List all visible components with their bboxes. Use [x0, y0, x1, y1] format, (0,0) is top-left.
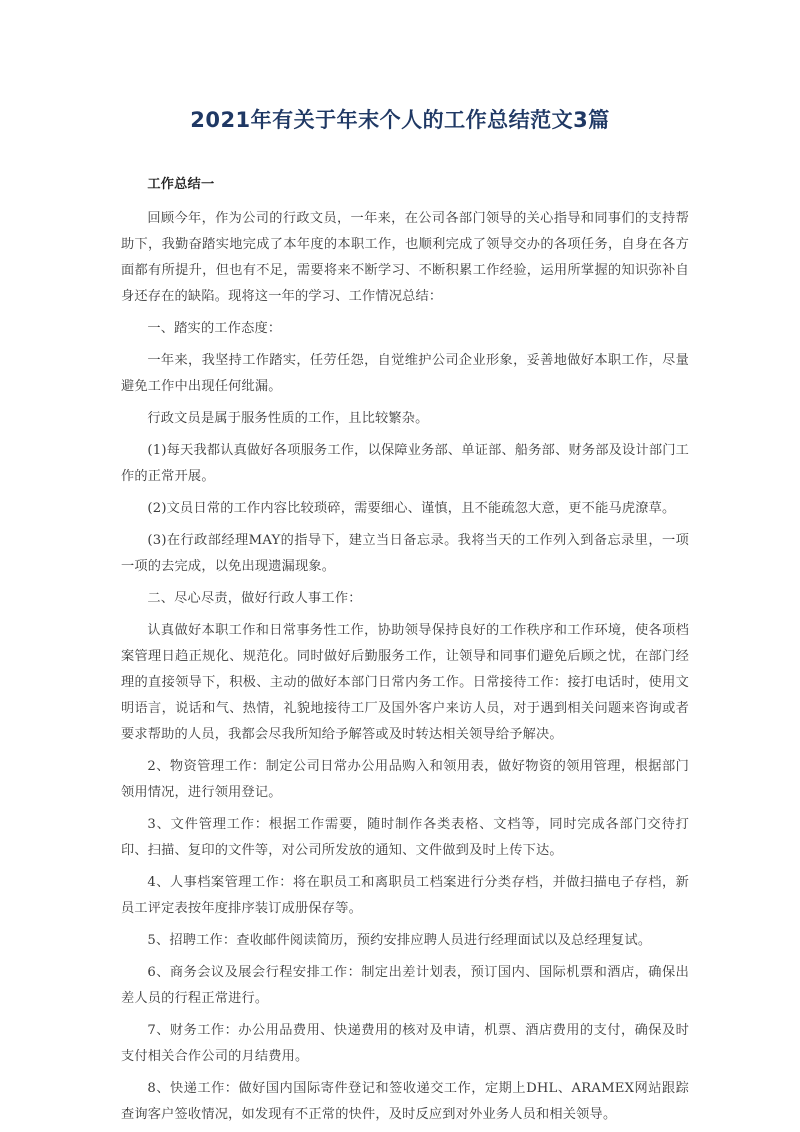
paragraph-list-8: 8、快递工作：做好国内国际寄件登记和签收递交工作，定期上DHL、ARAMEX网站跟踪查询客户签收情况，如发现有不正常的快件，及时反应到对外业务人员和相关领导。	[121, 1081, 689, 1122]
paragraph-list-4: 4、人事档案管理工作：将在职员工和离职员工档案进行分类存档，并做扫描电子存档，新员工评定表按年度排序装订成册保存等。	[121, 875, 689, 916]
paragraph-list-3: 3、文件管理工作：根据工作需要，随时制作各类表格、文档等，同时完成各部门交待打印、扫描、复印的文件等，对公司所发放的通知、文件做到及时上传下达。	[121, 817, 689, 858]
paragraph-heading-2: 二、尽心尽责，做好行政人事工作：	[147, 591, 362, 606]
paragraph-list-7: 7、财务工作：办公用品费用、快递费用的核对及申请，机票、酒店费用的支付，确保及时支付相关合作公司的月结费用。	[121, 1023, 689, 1064]
paragraph-list-5: 5、招聘工作：查收邮件阅读简历，预约安排应聘人员进行经理面试以及总经理复试。	[147, 933, 652, 948]
paragraph-list-6: 6、商务会议及展会行程安排工作：制定出差计划表，预订国内、国际机票和酒店，确保出差人员的行程正常进行。	[121, 965, 689, 1006]
paragraph: 认真做好本职工作和日常事务性工作，协助领导保持良好的工作秩序和工作环境，使各项档案管理日趋正规化、规范化。同时做好后勤服务工作，让领导和同事们避免后顾之忧，在部门经理的直接领导下，积极、主动的做好本部门日常内务工作。日常接待工作：接打电话时，使用文明语言，说话和气、热情，礼貌地接待工厂及国外客户来访人员，对于遇到相关问题来咨询或者要求帮助的人员，我都会尽我所知给予解答或及时转达相关领导给予解决。	[121, 623, 689, 742]
document-body	[121, 172, 689, 1128]
paragraph-list-2: 2、物资管理工作：制定公司日常办公用品购入和领用表，做好物资的领用管理，根据部门领用情况，进行领用登记。	[121, 759, 689, 800]
section-heading: 工作总结一	[147, 177, 215, 192]
document-title: 2021年有关于年末个人的工作总结范文3篇	[190, 108, 610, 132]
paragraph-heading-1: 一、踏实的工作态度：	[147, 321, 282, 336]
paragraph-intro: 回顾今年，作为公司的行政文员，一年来，在公司各部门领导的关心指导和同事们的支持帮助下，我勤奋踏实地完成了本年度的本职工作，也顺利完成了领导交办的各项任务，自身在各方面都有所提升，但也有不足，需要将来不断学习、不断积累工作经验，运用所掌握的知识弥补自身还存在的缺陷。现将这一年的学习、工作情况总结：	[121, 211, 689, 304]
paragraph-item-3: (3)在行政部经理MAY的指导下，建立当日备忘录。我将当天的工作列入到备忘录里，一项一项的去完成，以免出现遗漏现象。	[121, 533, 689, 574]
paragraph-item-1: (1)每天我都认真做好各项服务工作，以保障业务部、单证部、船务部、财务部及设计部门工作的正常开展。	[121, 443, 689, 484]
paragraph: 行政文员是属于服务性质的工作，且比较繁杂。	[147, 411, 429, 426]
paragraph-item-2: (2)文员日常的工作内容比较琐碎，需要细心、谨慎，且不能疏忽大意，更不能马虎潦草。	[147, 501, 676, 516]
paragraph: 一年来，我坚持工作踏实，任劳任怨，自觉维护公司企业形象，妥善地做好本职工作，尽量避免工作中出现任何纰漏。	[121, 353, 689, 394]
